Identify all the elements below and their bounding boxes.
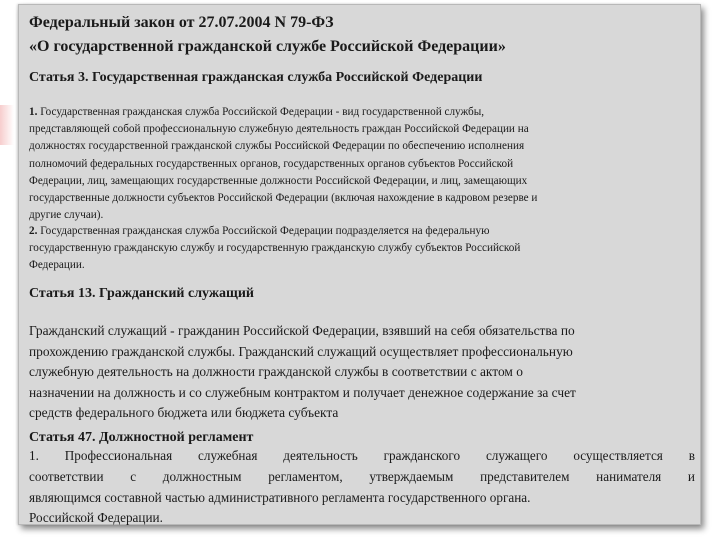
text-line bbox=[29, 223, 689, 240]
text-line: полномочий федеральных государственных органов, государственных органов субъектов Российской bbox=[29, 157, 514, 170]
document-sheet bbox=[18, 4, 701, 525]
text-line: Федерации. bbox=[29, 259, 85, 272]
article-3-heading: Статья 3. Государственная гражданская служба Российской Федерации bbox=[29, 70, 483, 85]
text-line: государственные должности субъектов Российской Федерации (включая нахождение в кадровом резерве и bbox=[29, 192, 538, 205]
text-line: 1. Профессиональная служебная деятельность гражданского служащего осуществляется в bbox=[29, 448, 695, 463]
text-line: представляющей собой профессиональную служебную деятельность граждан Российской Федерации на bbox=[29, 123, 529, 136]
law-title: Федеральный закон от 27.07.2004 N 79-ФЗ bbox=[29, 14, 334, 31]
law-subtitle: «О государственной гражданской службе Российской Федерации» bbox=[29, 38, 506, 55]
text-line bbox=[29, 104, 689, 121]
text-fragment: Государственная гражданская служба Российской Федерации - вид государственной службы, bbox=[37, 106, 485, 118]
text-line: служебную деятельность на должности гражданской службы в соответствии с актом о bbox=[29, 364, 523, 380]
article-13-body bbox=[29, 321, 689, 424]
text-line: должностях государственной гражданской службы Российской Федерации по обеспечению исполнения bbox=[29, 140, 525, 153]
article-13-heading: Статья 13. Гражданский служащий bbox=[29, 286, 254, 301]
text-line: средств федерального бюджета или бюджета субъекта bbox=[29, 405, 339, 421]
paragraph-number: 1. bbox=[29, 106, 38, 118]
article-3-paragraph-2 bbox=[29, 223, 689, 275]
decorative-accent bbox=[0, 105, 14, 145]
text-line: соответствии с должностным регламентом, утверждаемым представителем нанимателя и bbox=[29, 468, 695, 484]
text-line: прохождению гражданской службы. Гражданский служащий осуществляет профессиональную bbox=[29, 343, 573, 359]
text-line: государственную гражданскую службу и государственную гражданскую службу субъектов Российской bbox=[29, 242, 521, 255]
text-line: Гражданский служащий - гражданин Российской Федерации, взявший на себя обязательства по bbox=[29, 323, 575, 338]
paragraph-number: 2. bbox=[29, 225, 38, 237]
text-line: являющимся составной частью административного регламента государственного органа. bbox=[29, 489, 531, 505]
text-line: назначении на должность и со служебным контрактом и получает денежное содержание за счет bbox=[29, 384, 576, 400]
article-47-body bbox=[29, 446, 695, 529]
article-3-paragraph-1 bbox=[29, 104, 689, 224]
article-47-heading: Статья 47. Должностной регламент bbox=[29, 430, 254, 445]
text-line: другие случаи). bbox=[29, 209, 104, 222]
text-line: Российской Федерации. bbox=[29, 510, 163, 526]
text-fragment: Государственная гражданская служба Российской Федерации подразделяется на федеральную bbox=[37, 225, 490, 237]
text-line: Федерации, лиц, замещающих государственные должности Российской Федерации, и лиц, замещающих bbox=[29, 174, 528, 187]
